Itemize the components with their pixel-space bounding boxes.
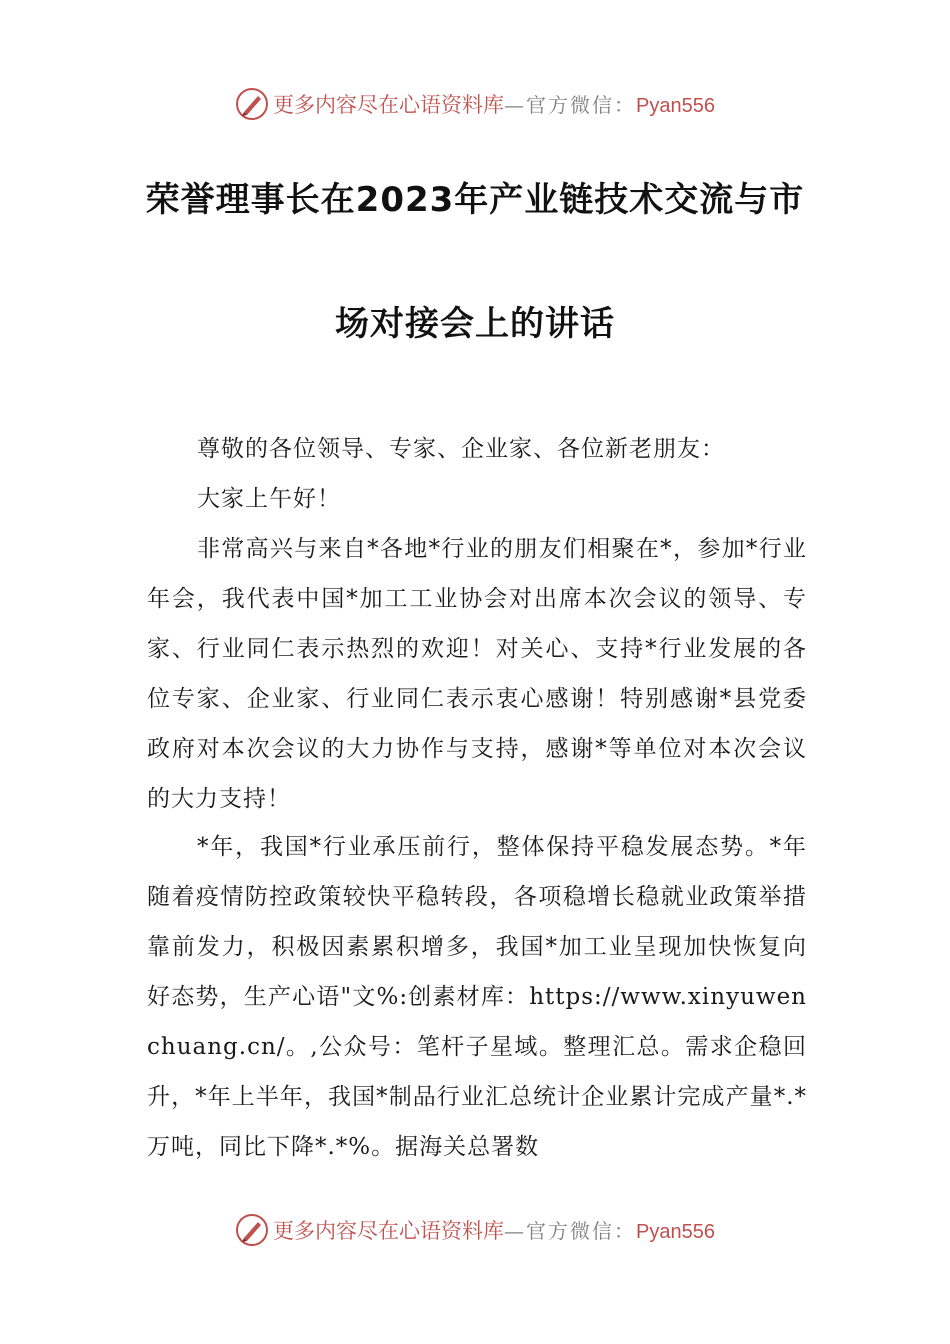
document-title-line-2: 场对接会上的讲话 xyxy=(335,304,615,344)
body-paragraph-1: 非常高兴与来自*各地*行业的朋友们相聚在*，参加*行业年会，我代表中国*加工工业协会对出席本次会议的领导、专家、行业同仁表示热烈的欢迎！对关心、支持*行业发展的各位专家、企业家、行业同仁表示衷心感谢！特别感谢*县党委政府对本次会议的大力协作与支持，感谢*等单位对本次会议的大力支持！ xyxy=(147,536,807,812)
banner-handle-text: Pyan556 xyxy=(636,1221,715,1243)
header-watermark-banner xyxy=(0,82,950,126)
banner-main-text: 更多内容尽在心语资料库 xyxy=(273,93,505,117)
banner-handle-text: Pyan556 xyxy=(636,95,715,117)
document-title-line-1: 荣誉理事长在2023年产业链技术交流与市 xyxy=(145,180,805,220)
greeting-paragraph: 尊敬的各位领导、专家、企业家、各位新老朋友： xyxy=(197,436,725,462)
body-paragraph-2: *年，我国*行业承压前行，整体保持平稳发展态势。*年随着疫情防控政策较快平稳转段，各项稳增长稳就业政策举措靠前发力，积极因素累积增多，我国*加工业呈现加快恢复向好态势，生产心语"文%:创素材库：https://www.xinyuwenchuang.cn/。,公众号：笔杆子星域。整理汇总。需求企稳回升，*年上半年，我国*制品行业汇总统计企业累计完成产量*.*万吨，同比下降*.*%。据海关总署数 xyxy=(147,834,807,1160)
banner-suffix-text: —官方微信： xyxy=(504,1219,637,1243)
pen-logo-icon xyxy=(235,87,269,121)
banner-suffix-text: —官方微信： xyxy=(504,93,637,117)
banner-main-text: 更多内容尽在心语资料库 xyxy=(273,1219,505,1243)
footer-watermark-banner xyxy=(0,1208,950,1252)
pen-logo-icon xyxy=(235,1213,269,1247)
hello-paragraph: 大家上午好！ xyxy=(197,486,341,512)
